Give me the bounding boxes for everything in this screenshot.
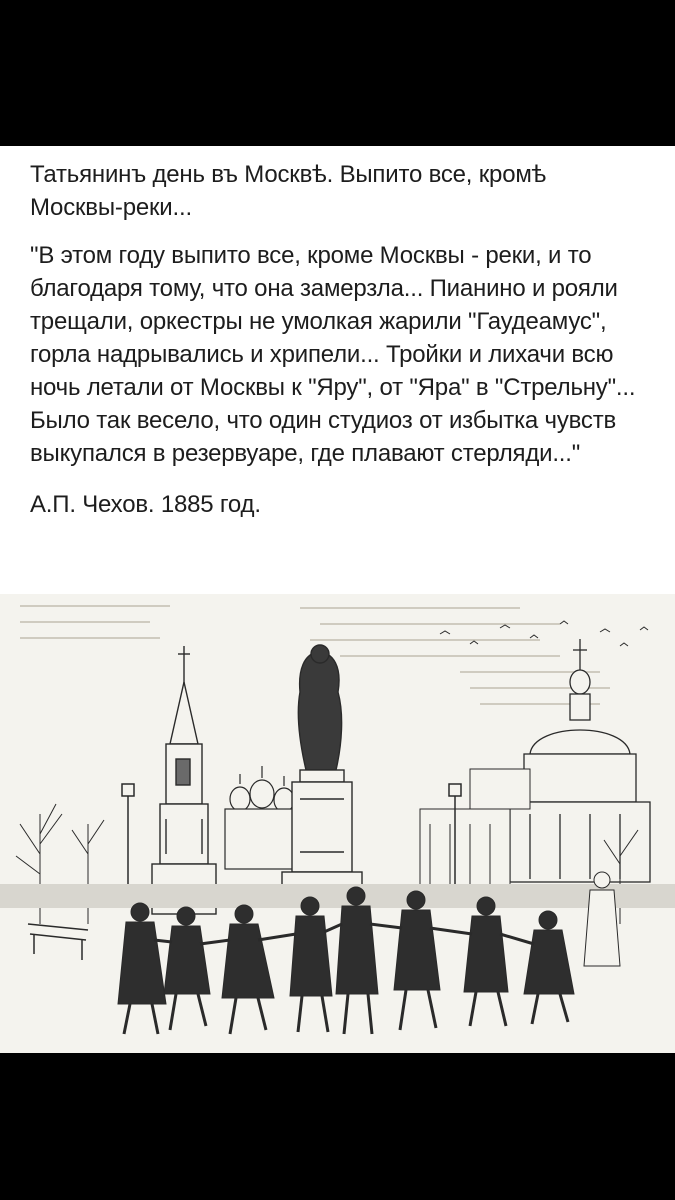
engraving-image <box>0 594 675 1053</box>
quote-signature: А.П. Чехов. 1885 год. <box>30 491 261 518</box>
post-title: Татьянинъ день въ Москвѣ. Выпито все, кромѣ Москвы-реки... <box>30 161 547 221</box>
post-text <box>0 146 675 521</box>
chekhov-quote: "В этом году выпито все, кроме Москвы - реки, и то благодаря тому, что она замерзла... Пианино и рояли трещали, оркестры не умолкая жарили "Гаудеамус", горла надрывались и хрипели... Тройки и лихачи всю ночь летали от Москвы к "Яру", от "Яра" в "Стрельну"... Было так весело, что один студиоз от избытка чувств выкупался в резервуаре, где плавают стерляди..." <box>30 242 636 467</box>
engraving-illustration[interactable] <box>0 594 675 1053</box>
crowd-background <box>0 884 675 908</box>
post-card <box>0 146 675 1053</box>
